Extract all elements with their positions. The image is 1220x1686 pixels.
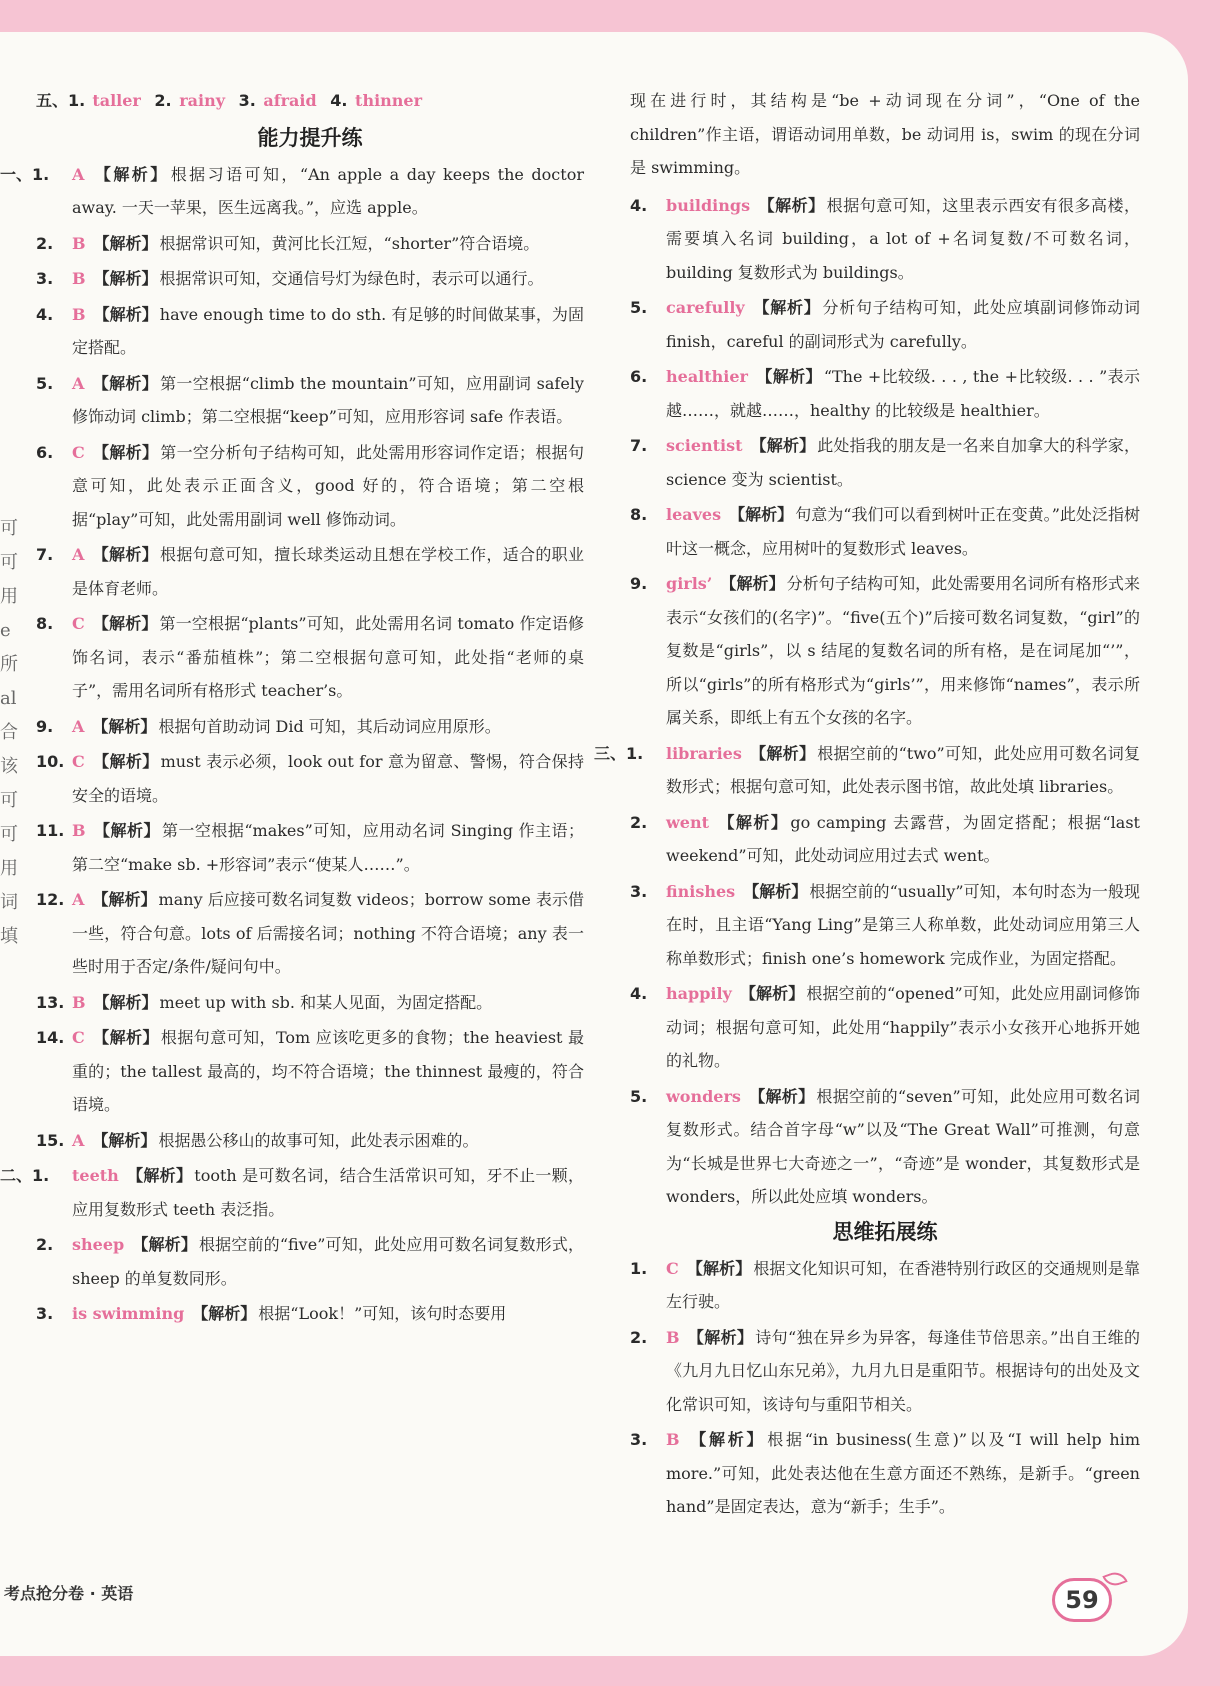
page-number: 59 <box>1052 1578 1112 1622</box>
explanation-text: 根据空前的“two”可知，此处应用可数名词复数形式；根据句意可知，此处表示图书馆，故此处填 libraries。 <box>666 743 1140 796</box>
answer-item <box>630 567 1140 735</box>
explanation-text: 第一空根据“climb the mountain”可知，应用副词 safely 修饰动词 climb；第二空根据“keep”可知，应用形容词 safe 作表语。 <box>72 373 584 426</box>
answer-key: scientist <box>666 436 743 455</box>
answer-item <box>36 710 584 744</box>
answer-item <box>630 1321 1140 1422</box>
edge-fragment: 可 <box>0 824 18 845</box>
explanation-tag: 【解析】 <box>739 984 805 1003</box>
question-number: 3. <box>36 1304 54 1323</box>
explanation-text: 根据常识可知，黄河比长江短，“shorter”符合语境。 <box>159 233 540 253</box>
explanation-tag: 【解析】 <box>92 442 159 462</box>
explanation-text: 第一空分析句子结构可知，此处需用形容词作定语；根据句意可知，此处表示正面含义，good 好的，符合语境；第二空根据“play”可知，此处需用副词 well 修饰动词。 <box>72 442 584 529</box>
question-number: 一、1. <box>0 164 50 184</box>
explanation-text: 根据句首助动词 Did 可知，其后动词应用原形。 <box>158 716 501 736</box>
explanation-tag: 【解析】 <box>720 574 785 593</box>
adjacent-page-edge <box>0 512 18 1072</box>
explanation-tag: 【解析】 <box>92 164 169 184</box>
answer-item <box>36 367 584 434</box>
explanation-tag: 【解析】 <box>93 304 158 324</box>
answer-key: B <box>72 233 86 253</box>
explanation-tag: 【解析】 <box>687 1327 754 1347</box>
explanation-text: 根据句意可知，Tom 应该吃更多的食物；the heaviest 最重的；the tallest 最高的，均不符合语境；the thinnest 最瘦的，符合语境。 <box>72 1028 584 1114</box>
edge-fragment: 填 <box>0 926 18 947</box>
question-number: 15. <box>36 1130 65 1150</box>
answer-key: A <box>72 1130 85 1150</box>
question-number: 5. <box>36 373 54 393</box>
explanation-text: 诗句“独在异乡为异客，每逢佳节倍思亲。”出自王维的《九月九日忆山东兄弟》，九月九日是重阳节。根据诗句的出处及文化常识可知，该诗句与重阳节相关。 <box>666 1327 1140 1414</box>
explanation-text: 根据“Look！”可知，该句时态要用 <box>258 1304 507 1323</box>
question-number: 9. <box>36 716 54 736</box>
answer-key: happily <box>666 984 732 1003</box>
explanation-tag: 【解析】 <box>716 812 789 832</box>
explanation-text: 根据愚公移山的故事可知，此处表示困难的。 <box>158 1130 479 1150</box>
explanation-text: 第一空根据“plants”可知，此处需用名词 tomato 作定语修饰名词，表示“番茄植株”；第二空根据句意可知，此处指“老师的桌子”，需用名词所有格形式 teacher’s。 <box>72 614 584 700</box>
edge-fragment: 可 <box>0 552 18 573</box>
answer-item <box>36 814 584 881</box>
answer-item <box>36 883 584 984</box>
answer-key: C <box>72 614 85 633</box>
answer-key: B <box>666 1327 680 1347</box>
answer-item <box>630 498 1140 565</box>
answer-item <box>630 429 1140 496</box>
answer-key: buildings <box>666 195 751 215</box>
edge-fragment: 所 <box>0 654 18 675</box>
answer-key: C <box>72 442 85 462</box>
answer-key: leaves <box>666 505 722 524</box>
answer-key: wonders <box>666 1086 741 1106</box>
header-answer: thinner <box>355 91 423 110</box>
explanation-tag: 【解析】 <box>748 1086 815 1106</box>
explanation-text: 根据空前的“usually”可知，本句时态为一般现在时，且主语“Yang Ling”是第三人称单数，此处动词应用第三人称单数形式；finish one’s homework 完成作业，为固定搭配。 <box>666 881 1140 968</box>
explanation-text: must 表示必须，look out for 意为留意、警惕，符合保持安全的语境。 <box>72 752 584 805</box>
question-number: 7. <box>630 436 648 455</box>
explanation-tag: 【解析】 <box>92 1028 159 1047</box>
answer-item <box>0 1159 584 1226</box>
edge-fragment: 用 <box>0 586 18 607</box>
explanation-text: 根据文化知识可知，在香港特别行政区的交通规则是靠左行驶。 <box>666 1258 1140 1311</box>
left-column <box>0 84 584 1333</box>
answer-item <box>630 1423 1140 1524</box>
question-number: 10. <box>36 752 65 771</box>
answer-key: C <box>72 752 85 771</box>
explanation-tag: 【解析】 <box>755 367 822 386</box>
explanation-text: 句意为“我们可以看到树叶正在变黄。”此处泛指树叶这一概念，应用树叶的复数形式 leaves。 <box>666 505 1140 558</box>
answer-item <box>630 1252 1140 1319</box>
explanation-text: 第一空根据“makes”可知，应用动名词 Singing 作主语；第二空“make sb. +形容词”表示“使某人……”。 <box>72 821 584 874</box>
header-answer-number: 2. <box>148 91 178 110</box>
continued-explanation: 现在进行时，其结构是“be +动词现在分词”，“One of the children”作主语，谓语动词用单数，be 动词用 is，swim 的现在分词是 swimming。 <box>630 91 1140 177</box>
answer-key: A <box>72 545 85 564</box>
answer-key: B <box>72 821 86 840</box>
question-number: 13. <box>36 992 65 1012</box>
answer-item <box>36 538 584 605</box>
explanation-tag: 【解析】 <box>126 1166 193 1185</box>
explanation-text: 根据“in business(生意)”以及“I will help him more.”可知，此处表达他在生意方面还不熟练，是新手。“green hand”是固定表达，意为“新手；生手”。 <box>666 1430 1140 1516</box>
question-number: 2. <box>630 1327 648 1347</box>
explanation-tag: 【解析】 <box>687 1430 766 1449</box>
header-answers <box>92 91 430 110</box>
question-number: 1. <box>630 1258 648 1278</box>
answer-key: is swimming <box>72 1304 185 1323</box>
question-number: 4. <box>630 984 648 1003</box>
question-number: 6. <box>36 442 54 462</box>
explanation-tag: 【解析】 <box>92 545 159 564</box>
question-number: 14. <box>36 1028 65 1047</box>
explanation-text: 根据习语可知，“An apple a day keeps the doctor away. 一天一苹果，医生远离我。”，应选 apple。 <box>72 164 584 217</box>
question-number: 3. <box>36 269 54 288</box>
explanation-tag: 【解析】 <box>92 373 159 393</box>
answer-item <box>0 158 584 225</box>
explanation-tag: 【解析】 <box>92 752 159 771</box>
edge-fragment: 可 <box>0 518 18 539</box>
answer-item <box>630 360 1140 427</box>
question-number: 6. <box>630 367 648 386</box>
answer-item <box>630 977 1140 1078</box>
answer-key: A <box>72 890 85 909</box>
answer-key: A <box>72 373 85 393</box>
question-number: 三、1. <box>594 743 644 763</box>
explanation-text: tooth 是可数名词，结合生活常识可知，牙不止一颗，应用复数形式 teeth 表泛指。 <box>72 1166 584 1219</box>
section-title-ability: 能力提升练 <box>257 125 363 150</box>
answer-item <box>36 986 584 1020</box>
explanation-tag: 【解析】 <box>132 1235 198 1254</box>
footer-book-title: 考点抢分卷 · 英语 <box>4 1584 134 1603</box>
answer-key: girls’ <box>666 574 713 593</box>
edge-fragment: 词 <box>0 892 18 913</box>
explanation-tag: 【解析】 <box>93 233 158 253</box>
answer-item <box>630 291 1140 358</box>
explanation-text: 根据常识可知，交通信号灯为绿色时，表示可以通行。 <box>159 269 544 288</box>
explanation-tag: 【解析】 <box>729 505 794 524</box>
edge-fragment: e <box>0 620 11 641</box>
answer-item <box>36 298 584 365</box>
question-number: 4. <box>36 304 54 324</box>
explanation-text: meet up with sb. 和某人见面，为固定搭配。 <box>159 992 493 1012</box>
edge-fragment: 可 <box>0 790 18 811</box>
explanation-tag: 【解析】 <box>750 436 816 455</box>
answer-item <box>36 1297 584 1331</box>
explanation-tag: 【解析】 <box>758 195 825 215</box>
answer-item <box>36 262 584 296</box>
answer-item <box>36 607 584 708</box>
answer-item <box>36 1021 584 1122</box>
question-number: 11. <box>36 821 65 840</box>
answer-item <box>36 745 584 812</box>
question-number: 8. <box>36 614 54 633</box>
explanation-text: “The +比较级. . . , the +比较级. . . ”表示越……，就越……，healthy 的比较级是 healthier。 <box>666 367 1140 420</box>
question-number: 二、1. <box>0 1166 50 1185</box>
explanation-text: 根据空前的“five”可知，此处应用可数名词复数形式，sheep 的单复数同形。 <box>72 1235 584 1288</box>
answer-item <box>36 227 584 261</box>
answer-key: finishes <box>666 881 736 901</box>
answer-key: C <box>666 1258 679 1278</box>
explanation-tag: 【解析】 <box>752 298 821 317</box>
question-number: 8. <box>630 505 648 524</box>
explanation-tag: 【解析】 <box>192 1304 257 1323</box>
answer-item <box>630 806 1140 873</box>
question-number: 2. <box>630 812 648 832</box>
answer-item <box>36 1228 584 1295</box>
explanation-tag: 【解析】 <box>92 1130 157 1150</box>
explanation-tag: 【解析】 <box>92 716 157 736</box>
header-answer: taller <box>92 91 141 110</box>
answer-key: healthier <box>666 367 748 386</box>
explanation-tag: 【解析】 <box>686 1258 752 1278</box>
explanation-tag: 【解析】 <box>93 821 160 840</box>
answer-key: sheep <box>72 1235 125 1254</box>
question-number: 3. <box>630 881 648 901</box>
right-column <box>594 84 1140 1526</box>
question-number: 5. <box>630 298 648 317</box>
answer-item <box>36 1124 584 1158</box>
answer-key: B <box>666 1430 680 1449</box>
right-answer-list <box>594 189 1140 1214</box>
answer-key: B <box>72 269 86 288</box>
explanation-text: 根据空前的“opened”可知，此处应用副词修饰动词；根据句意可知，此处用“happily”表示小女孩开心地拆开她的礼物。 <box>666 984 1140 1070</box>
edge-fragment: al <box>0 688 17 709</box>
answer-item <box>630 1080 1140 1214</box>
question-number: 2. <box>36 233 54 253</box>
thinking-answer-list <box>630 1252 1140 1524</box>
answer-key: B <box>72 992 86 1012</box>
header-answer-row <box>36 84 584 118</box>
explanation-text: go camping 去露营，为固定搭配；根据“last weekend”可知，此处动词应用过去式 went。 <box>666 812 1140 865</box>
answer-key: teeth <box>72 1166 119 1185</box>
header-row-label: 五、1. <box>36 91 86 110</box>
question-number: 2. <box>36 1235 54 1254</box>
section-title-thinking: 思维拓展练 <box>832 1219 938 1244</box>
explanation-tag: 【解析】 <box>749 743 816 763</box>
header-answer-number: 4. <box>324 91 354 110</box>
header-answer-number: 3. <box>233 91 262 110</box>
answer-key: went <box>666 812 709 832</box>
edge-fragment: 用 <box>0 858 18 879</box>
edge-fragment: 该 <box>0 756 18 777</box>
explanation-text: 分析句子结构可知，此处应填副词修饰动词 finish，careful 的副词形式为 carefully。 <box>666 298 1140 351</box>
explanation-text: 根据句意可知，擅长球类运动且想在学校工作，适合的职业是体育老师。 <box>72 545 584 598</box>
question-number: 9. <box>630 574 648 593</box>
answer-key: A <box>72 164 85 184</box>
answer-key: libraries <box>666 743 742 763</box>
answer-key: C <box>72 1028 85 1047</box>
answer-item <box>630 875 1140 976</box>
explanation-tag: 【解析】 <box>92 614 158 633</box>
answer-item <box>36 436 584 537</box>
explanation-tag: 【解析】 <box>93 269 158 288</box>
explanation-tag: 【解析】 <box>92 890 157 909</box>
explanation-text: 分析句子结构可知，此处需要用名词所有格形式来表示“女孩们的(名字)”。“five(五个)”后接可数名词复数，“girl”的复数是“girls”，以 s 结尾的复数名词的所有格，是在词尾加“’”，所以“girls”的所有格形式为“girls’”，用来修饰“names”，表示所属关系，即纸上有五个女孩的名字。 <box>666 574 1140 727</box>
answer-item <box>594 737 1140 804</box>
header-answer: rainy <box>179 91 226 110</box>
question-number: 12. <box>36 890 65 909</box>
explanation-text: many 后应接可数名词复数 videos；borrow some 表示借一些，符合句意。lots of 后需接名词；nothing 不符合语境；any 表一些时用于否定/条件/疑问句中。 <box>72 890 584 976</box>
explanation-tag: 【解析】 <box>743 881 808 901</box>
left-answer-list <box>0 158 584 1331</box>
question-number: 4. <box>630 195 648 215</box>
question-number: 3. <box>630 1430 648 1449</box>
explanation-text: have enough time to do sth. 有足够的时间做某事，为固定搭配。 <box>72 304 584 357</box>
question-number: 5. <box>630 1086 648 1106</box>
answer-page <box>0 32 1188 1656</box>
question-number: 7. <box>36 545 54 564</box>
answer-key: A <box>72 716 85 736</box>
answer-item <box>630 189 1140 290</box>
explanation-text: 此处指我的朋友是一名来自加拿大的科学家，science 变为 scientist。 <box>666 436 1140 489</box>
answer-key: carefully <box>666 298 745 317</box>
edge-fragment: 合 <box>0 722 18 743</box>
explanation-text: 根据句意可知，这里表示西安有很多高楼，需要填入名词 building，a lot of +名词复数/不可数名词，building 复数形式为 buildings。 <box>666 195 1140 282</box>
explanation-tag: 【解析】 <box>93 992 158 1012</box>
explanation-text: 根据空前的“seven”可知，此处应用可数名词复数形式。结合首字母“w”以及“The Great Wall”可推测，句意为“长城是世界七大奇迹之一”，“奇迹”是 wonder，其复数形式是 wonders，所以此处应填 wonders。 <box>666 1086 1140 1206</box>
answer-key: B <box>72 304 86 324</box>
header-answer: afraid <box>263 91 317 110</box>
